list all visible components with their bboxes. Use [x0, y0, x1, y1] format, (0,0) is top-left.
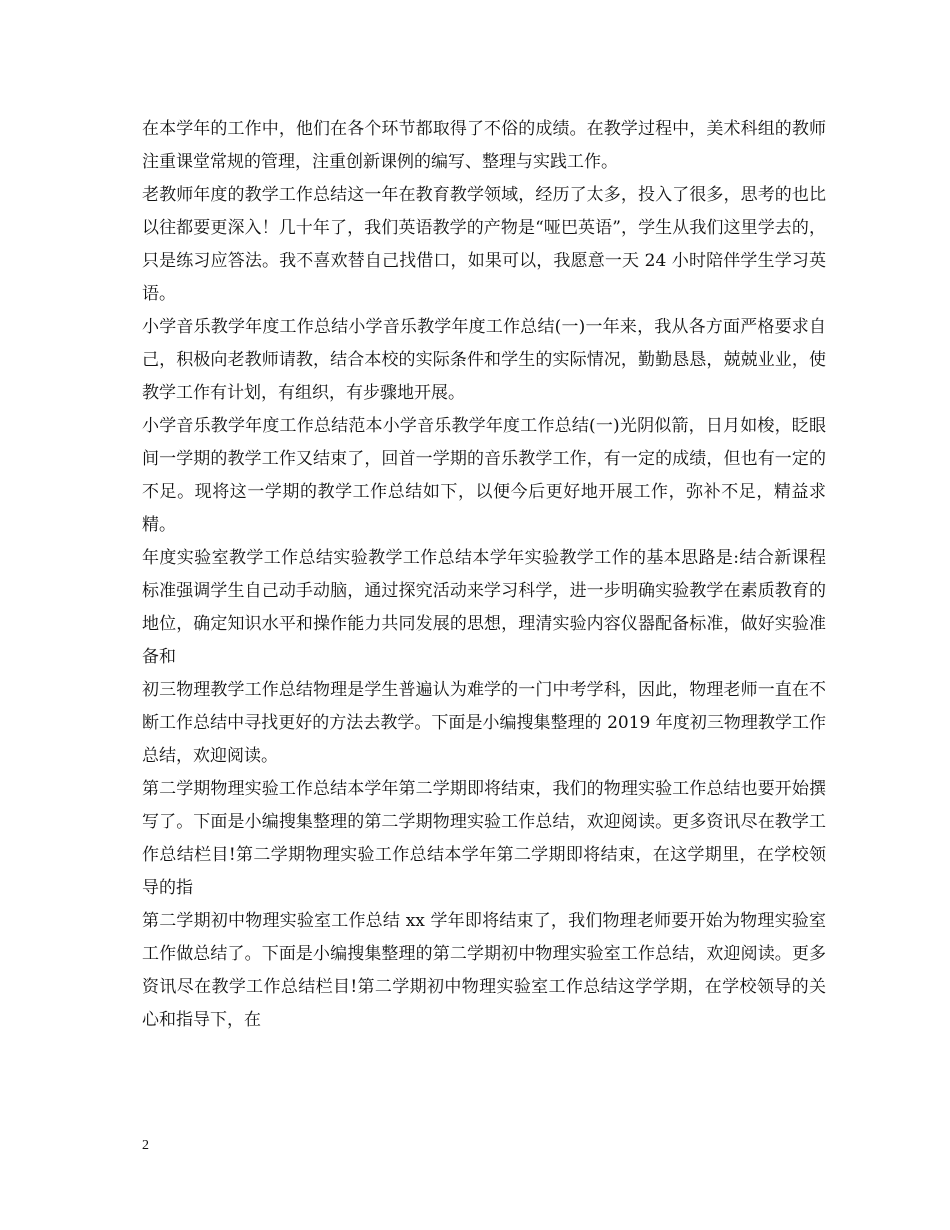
paragraph-8: 第二学期初中物理实验室工作总结 xx 学年即将结束了，我们物理老师要开始为物理实验室工作做总结了。下面是小编搜集整理的第二学期初中物理实验室工作总结，欢迎阅读。更多资讯尽在教学工作总结栏目!第二学期初中物理实验室工作总结这学学期，在学校领导的关心和指导下，在 — [142, 911, 826, 1030]
paragraph-7: 第二学期物理实验工作总结本学年第二学期即将结束，我们的物理实验工作总结也要开始撰写了。下面是小编搜集整理的第二学期物理实验工作总结，欢迎阅读。更多资讯尽在教学工作总结栏目!第二学期物理实验工作总结本学年第二学期即将结束，在这学期里，在学校领导的指 — [142, 779, 826, 898]
page-number: 2 — [142, 1138, 149, 1153]
paragraph-6: 初三物理教学工作总结物理是学生普遍认为难学的一门中考学科，因此，物理老师一直在不断工作总结中寻找更好的方法去教学。下面是小编搜集整理的 2019 年度初三物理教学工作总结，欢迎阅读。 — [142, 680, 826, 766]
paragraph-5: 年度实验室教学工作总结实验教学工作总结本学年实验教学工作的基本思路是:结合新课程标准强调学生自己动手动脑，通过探究活动来学习科学，进一步明确实验教学在素质教育的地位，确定知识水平和操作能力共同发展的思想，理清实验内容仪器配备标准，做好实验准备和 — [142, 548, 826, 667]
paragraph-4: 小学音乐教学年度工作总结范本小学音乐教学年度工作总结(一)光阴似箭，日月如梭，眨眼间一学期的教学工作又结束了，回首一学期的音乐教学工作，有一定的成绩，但也有一定的不足。现将这一学期的教学工作总结如下，以便今后更好地开展工作，弥补不足，精益求精。 — [142, 416, 826, 535]
paragraph-1: 在本学年的工作中，他们在各个环节都取得了不俗的成绩。在教学过程中，美术科组的教师注重课堂常规的管理，注重创新课例的编写、整理与实践工作。 — [142, 119, 826, 172]
paragraph-3: 小学音乐教学年度工作总结小学音乐教学年度工作总结(一)一年来，我从各方面严格要求自己，积极向老教师请教，结合本校的实际条件和学生的实际情况，勤勤恳恳，兢兢业业，使教学工作有计划，有组织，有步骤地开展。 — [142, 317, 826, 403]
document-body — [142, 113, 826, 1037]
paragraph-2: 老教师年度的教学工作总结这一年在教育教学领域，经历了太多，投入了很多，思考的也比以往都要更深入！几十年了，我们英语教学的产物是“哑巴英语”，学生从我们这里学去的，只是练习应答法。我不喜欢替自己找借口，如果可以，我愿意一天 24 小时陪伴学生学习英语。 — [142, 185, 826, 304]
